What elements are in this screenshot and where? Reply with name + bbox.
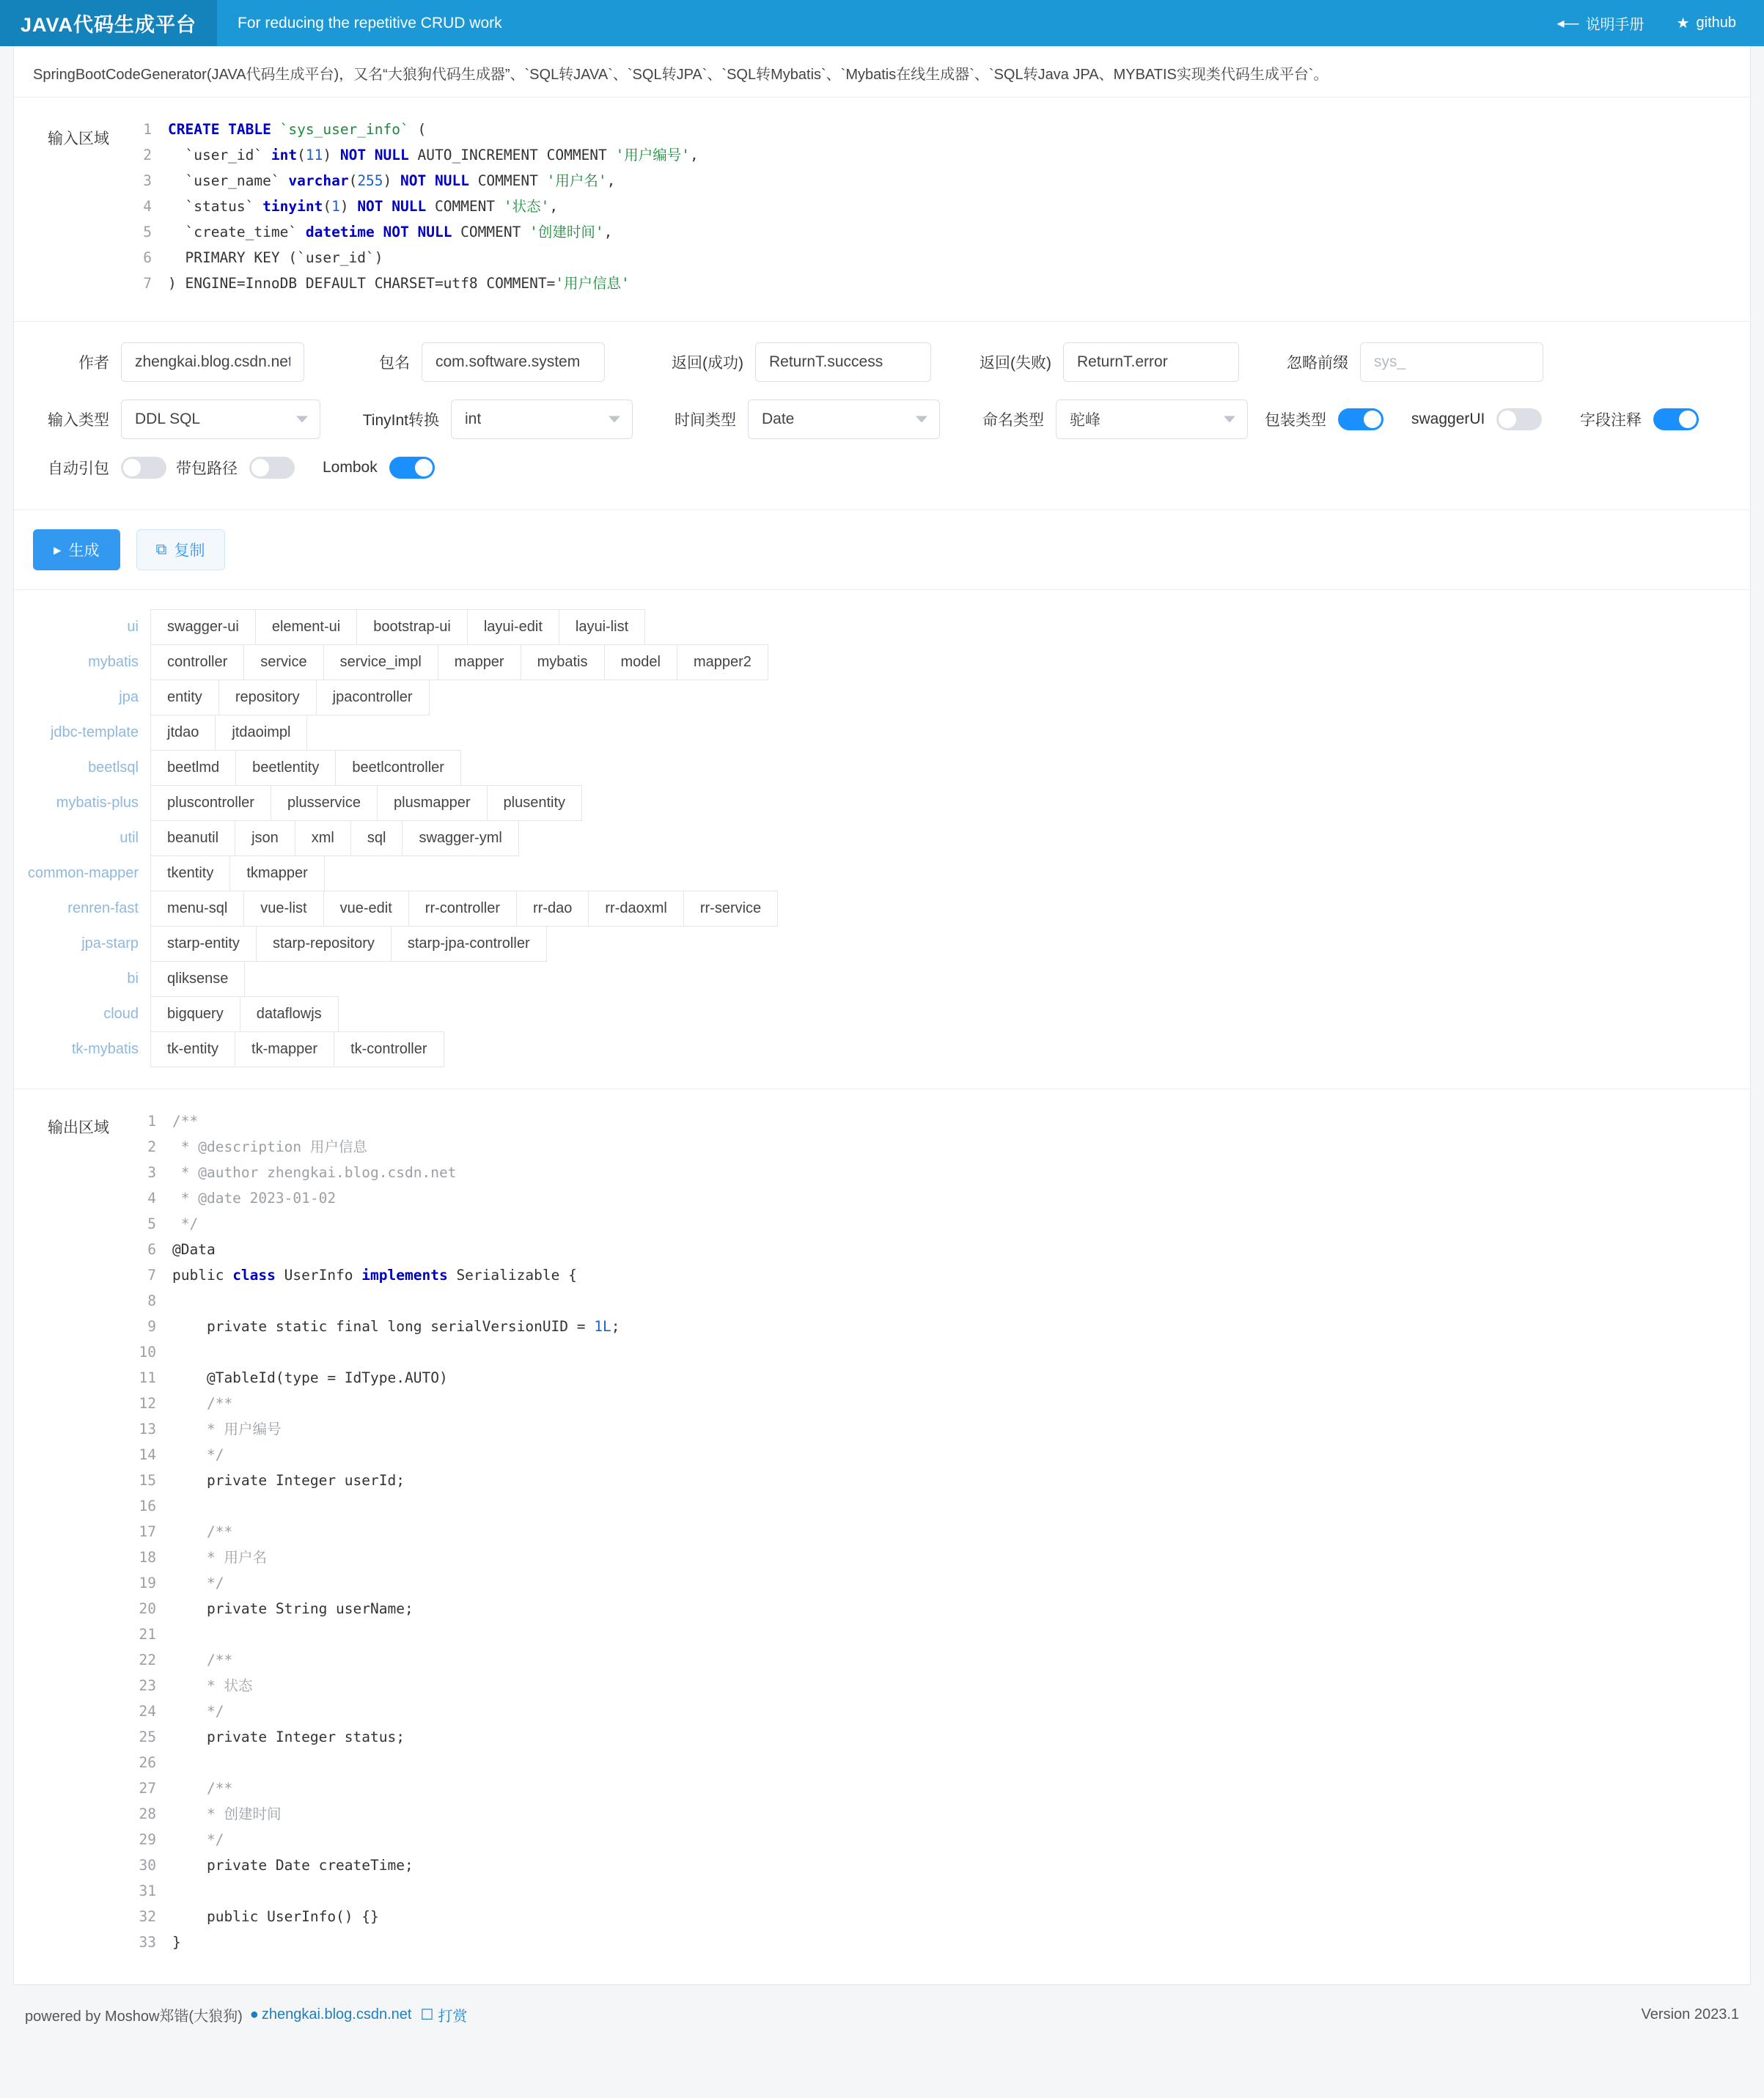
tag-button-qliksense[interactable]: qliksense <box>150 961 245 997</box>
line-number: 13 <box>139 1421 156 1438</box>
generate-button[interactable] <box>33 529 120 570</box>
time-type-field-group <box>649 400 957 439</box>
swagger-ui-toggle[interactable] <box>1496 408 1542 430</box>
code-line-text: */ <box>172 1703 224 1720</box>
code-line <box>122 1237 1750 1262</box>
line-number: 18 <box>139 1549 156 1566</box>
tag-button-jtdao[interactable]: jtdao <box>150 715 216 751</box>
field-comment-toggle[interactable] <box>1653 408 1699 430</box>
copy-button-label: 复制 <box>174 542 205 559</box>
line-number: 2 <box>143 147 152 163</box>
tag-button-vue-edit[interactable]: vue-edit <box>323 891 409 927</box>
naming-type-value: 驼峰 <box>1070 412 1100 429</box>
chevron-down-icon <box>916 416 927 423</box>
star-icon: ★ <box>1676 15 1690 32</box>
field-comment-label: 字段注释 <box>1580 412 1642 429</box>
tag-button-controller[interactable]: controller <box>150 644 244 680</box>
code-line <box>122 1493 1750 1519</box>
code-line <box>122 1724 1750 1750</box>
line-number: 8 <box>147 1292 156 1309</box>
code-line-text: PRIMARY KEY (`user_id`) <box>168 249 383 266</box>
tag-group-name: tk-mybatis <box>71 1041 139 1057</box>
line-number: 12 <box>139 1395 156 1412</box>
tag-button-sql[interactable]: sql <box>350 820 403 856</box>
tag-button-repository[interactable]: repository <box>218 680 317 715</box>
code-line <box>122 1852 1750 1878</box>
tag-group <box>33 996 1731 1032</box>
code-line <box>122 1134 1750 1160</box>
with-package-path-label: 带包路径 <box>176 460 238 477</box>
time-type-label: 时间类型 <box>675 412 736 429</box>
code-line <box>122 1468 1750 1493</box>
github-link-label: github <box>1696 15 1736 31</box>
code-line <box>122 142 1750 168</box>
tag-group-name: util <box>120 830 139 846</box>
tag-group <box>33 1031 1731 1067</box>
tag-button-bigquery[interactable]: bigquery <box>150 996 240 1032</box>
code-line <box>122 194 1750 219</box>
code-line-text: @TableId(type = IdType.AUTO) <box>172 1369 448 1386</box>
line-number: 7 <box>147 1267 156 1284</box>
copy-button[interactable] <box>136 529 225 570</box>
tag-button-mapper2[interactable]: mapper2 <box>677 644 768 680</box>
tag-button-dataflowjs[interactable]: dataflowjs <box>240 996 339 1032</box>
tag-group <box>33 750 1731 786</box>
tag-group <box>33 715 1731 751</box>
gift-icon: ☐ <box>420 2007 434 2023</box>
code-line <box>122 1827 1750 1852</box>
share-icon: ◂— <box>1557 15 1579 32</box>
code-line <box>122 1416 1750 1442</box>
code-line <box>122 117 1750 142</box>
tag-button-tkmapper[interactable]: tkmapper <box>229 855 324 891</box>
tinyint-field-group <box>341 400 649 439</box>
line-number: 17 <box>139 1523 156 1540</box>
line-number: 30 <box>139 1857 156 1874</box>
line-number: 1 <box>143 121 152 138</box>
tag-group <box>33 961 1731 997</box>
return-success-input[interactable] <box>755 342 931 382</box>
generate-button-label: 生成 <box>68 542 100 559</box>
code-line-text: public class UserInfo implements Serializable { <box>172 1267 577 1284</box>
code-line-text: public UserInfo() {} <box>172 1908 379 1925</box>
auto-import-label: 自动引包 <box>48 460 109 477</box>
author-input[interactable] <box>121 342 304 382</box>
input-type-select[interactable] <box>121 400 320 439</box>
code-line-text: @Data <box>172 1241 216 1258</box>
line-number: 3 <box>143 172 152 189</box>
ignore-prefix-field-group <box>1265 342 1543 382</box>
line-number: 21 <box>139 1626 156 1643</box>
code-line-text: * 用户编号 <box>172 1421 282 1438</box>
ignore-prefix-input[interactable] <box>1360 342 1543 382</box>
chevron-down-icon <box>1224 416 1235 423</box>
tag-button-plusservice[interactable]: plusservice <box>271 785 378 821</box>
code-line-text: private static final long serialVersionUID = 1L; <box>172 1318 620 1335</box>
code-line <box>122 1929 1750 1955</box>
tag-group-name: beetlsql <box>88 759 139 776</box>
tag-button-pluscontroller[interactable]: pluscontroller <box>150 785 271 821</box>
code-line <box>122 1108 1750 1134</box>
code-line-text: /** <box>172 1113 199 1130</box>
code-line <box>122 1442 1750 1468</box>
code-line <box>122 1775 1750 1801</box>
tag-group <box>33 680 1731 715</box>
code-line <box>122 219 1750 245</box>
code-line <box>122 1339 1750 1365</box>
toggle-knob <box>1499 411 1516 428</box>
code-line-text: */ <box>172 1446 224 1463</box>
code-line <box>122 1160 1750 1185</box>
tag-button-starp-repository[interactable]: starp-repository <box>256 926 392 962</box>
code-line <box>122 1750 1750 1775</box>
code-line-text: private Integer status; <box>172 1729 405 1745</box>
code-line <box>122 1211 1750 1237</box>
package-label: 包名 <box>379 355 410 372</box>
input-area-label: 输入区域 <box>48 130 109 147</box>
code-line-text: /** <box>172 1395 233 1412</box>
code-line-text: * 状态 <box>172 1677 253 1694</box>
code-line-text: } <box>172 1934 181 1951</box>
footer-donate-link[interactable]: 打赏 <box>438 2009 468 2025</box>
code-line <box>122 1545 1750 1570</box>
tag-group <box>33 891 1731 927</box>
ignore-prefix-label: 忽略前缀 <box>1287 355 1348 372</box>
app-brand-title: JAVA代码生成平台 <box>0 0 217 46</box>
code-line <box>122 1262 1750 1288</box>
swagger-ui-label: swaggerUI <box>1411 411 1485 427</box>
tag-button-swagger-ui[interactable]: swagger-ui <box>150 609 256 645</box>
tag-group <box>33 785 1731 821</box>
time-type-select[interactable] <box>748 400 940 439</box>
code-line-text: */ <box>172 1575 224 1591</box>
tag-button-rr-controller[interactable]: rr-controller <box>408 891 517 927</box>
tag-group-name: bi <box>127 971 139 987</box>
tag-button-mybatis[interactable]: mybatis <box>521 644 605 680</box>
author-label: 作者 <box>78 355 109 372</box>
tag-group <box>27 855 1731 891</box>
code-line <box>122 1314 1750 1339</box>
line-number: 9 <box>147 1318 156 1335</box>
auto-import-toggle[interactable] <box>121 457 166 479</box>
line-number: 24 <box>139 1703 156 1720</box>
line-number: 20 <box>139 1600 156 1617</box>
naming-type-field-group <box>957 400 1265 439</box>
sql-input-editor[interactable] <box>122 117 1750 296</box>
code-line-text: /** <box>172 1652 233 1668</box>
manual-link-label: 说明手册 <box>1585 17 1644 33</box>
line-number: 16 <box>139 1498 156 1514</box>
tag-button-jpacontroller[interactable]: jpacontroller <box>316 680 430 715</box>
toggle-knob <box>123 459 141 476</box>
naming-type-select[interactable] <box>1056 400 1248 439</box>
topbar-links <box>1557 12 1764 34</box>
tag-group-name: jdbc-template <box>50 724 139 740</box>
tag-button-tk-controller[interactable]: tk-controller <box>334 1031 444 1067</box>
input-type-field-group <box>33 400 341 439</box>
tag-button-json[interactable]: json <box>235 820 295 856</box>
tag-button-mapper[interactable]: mapper <box>438 644 521 680</box>
code-line-text: ) ENGINE=InnoDB DEFAULT CHARSET=utf8 COMMENT='用户信息' <box>168 275 630 292</box>
code-line <box>122 1185 1750 1211</box>
toggle-knob <box>1679 411 1697 428</box>
line-number: 4 <box>147 1190 156 1207</box>
tag-group <box>33 609 1731 645</box>
line-number: 32 <box>139 1908 156 1925</box>
code-line <box>122 1288 1750 1314</box>
line-number: 31 <box>139 1882 156 1899</box>
tag-button-bootstrap-ui[interactable]: bootstrap-ui <box>356 609 468 645</box>
code-line <box>122 168 1750 194</box>
line-number: 33 <box>139 1934 156 1951</box>
wrapper-type-label: 包装类型 <box>1265 412 1326 429</box>
code-line-text: /** <box>172 1780 233 1797</box>
code-line <box>122 1647 1750 1673</box>
code-line-text: `status` tinyint(1) NOT NULL COMMENT '状态', <box>168 198 559 215</box>
wrapper-type-group <box>1265 408 1411 430</box>
form-row-3 <box>33 457 1731 479</box>
output-area-label: 输出区域 <box>48 1119 109 1136</box>
toggle-knob <box>251 459 269 476</box>
tag-button-entity[interactable]: entity <box>150 680 219 715</box>
line-number: 11 <box>139 1369 156 1386</box>
tag-button-beetlcontroller[interactable]: beetlcontroller <box>335 750 461 786</box>
code-line-text: `user_id` int(11) NOT NULL AUTO_INCREMENT COMMENT '用户编号', <box>168 147 699 163</box>
tag-group-name: common-mapper <box>27 865 139 881</box>
chevron-down-icon <box>609 416 620 423</box>
code-line-text: CREATE TABLE `sys_user_info` ( <box>168 121 427 138</box>
tag-button-jtdaoimpl[interactable]: jtdaoimpl <box>215 715 307 751</box>
options-form <box>14 322 1750 510</box>
tag-button-rr-service[interactable]: rr-service <box>683 891 778 927</box>
play-icon: ▸ <box>54 541 62 559</box>
code-line <box>122 245 1750 270</box>
tag-group <box>33 820 1731 856</box>
tinyint-label: TinyInt转换 <box>362 412 439 429</box>
code-line-text: * @date 2023-01-02 <box>172 1190 337 1207</box>
lombok-label: Lombok <box>323 459 378 476</box>
code-line <box>122 1673 1750 1698</box>
top-navigation-bar <box>0 0 1764 46</box>
line-number: 26 <box>139 1754 156 1771</box>
tag-button-starp-jpa-controller[interactable]: starp-jpa-controller <box>391 926 547 962</box>
line-number: 3 <box>147 1164 156 1181</box>
copy-icon: ⧉ <box>155 541 167 558</box>
manual-link[interactable] <box>1557 12 1644 34</box>
line-number: 1 <box>147 1113 156 1130</box>
tag-group <box>33 644 1731 680</box>
footer-powered-text: powered by Moshow郑锴(大狼狗) <box>25 2009 243 2025</box>
tag-group-name: mybatis-plus <box>56 795 139 811</box>
package-field-group <box>341 342 649 382</box>
footer-version: Version 2023.1 <box>1641 2006 1739 2022</box>
main-card <box>13 46 1751 1985</box>
tag-button-tk-mapper[interactable]: tk-mapper <box>235 1031 334 1067</box>
tag-button-starp-entity[interactable]: starp-entity <box>150 926 257 962</box>
code-line-text: * @description 用户信息 <box>172 1138 367 1155</box>
form-row-1 <box>33 342 1731 382</box>
code-line <box>122 1570 1750 1596</box>
github-link[interactable] <box>1677 14 1736 32</box>
location-pin-icon: ● <box>249 2006 259 2022</box>
line-number: 29 <box>139 1831 156 1848</box>
tag-group-name: cloud <box>103 1006 139 1022</box>
code-line <box>122 270 1750 296</box>
return-fail-label: 返回(失败) <box>980 355 1051 372</box>
tag-group-name: jpa-starp <box>81 935 139 952</box>
tag-button-beetlmd[interactable]: beetlmd <box>150 750 236 786</box>
chevron-down-icon <box>296 416 308 423</box>
author-field-group <box>33 342 341 382</box>
toggle-knob <box>1364 411 1381 428</box>
tinyint-value: int <box>465 411 482 427</box>
line-number: 4 <box>143 198 152 215</box>
line-number: 2 <box>147 1138 156 1155</box>
tag-button-plusmapper[interactable]: plusmapper <box>377 785 488 821</box>
tag-button-xml[interactable]: xml <box>295 820 351 856</box>
tag-button-layui-list[interactable]: layui-list <box>559 609 645 645</box>
input-section <box>14 97 1750 322</box>
code-line <box>122 1904 1750 1929</box>
tag-group-name: ui <box>127 619 139 635</box>
package-input[interactable] <box>422 342 605 382</box>
input-type-label: 输入类型 <box>48 412 109 429</box>
tag-group-name: mybatis <box>88 654 139 670</box>
return-success-label: 返回(成功) <box>672 355 743 372</box>
lombok-group <box>323 457 435 479</box>
code-line-text: private Date createTime; <box>172 1857 414 1874</box>
code-line <box>122 1365 1750 1391</box>
return-fail-input[interactable] <box>1063 342 1239 382</box>
tinyint-select[interactable] <box>451 400 633 439</box>
line-number: 28 <box>139 1806 156 1822</box>
tag-button-beanutil[interactable]: beanutil <box>150 820 235 856</box>
tag-button-rr-daoxml[interactable]: rr-daoxml <box>588 891 683 927</box>
return-fail-field-group <box>957 342 1265 382</box>
line-number: 6 <box>143 249 152 266</box>
tag-group <box>33 926 1731 962</box>
line-number: 27 <box>139 1780 156 1797</box>
tag-button-service_impl[interactable]: service_impl <box>323 644 438 680</box>
tag-button-layui-edit[interactable]: layui-edit <box>467 609 559 645</box>
output-section <box>14 1089 1750 1984</box>
return-success-field-group <box>649 342 957 382</box>
line-number: 5 <box>143 224 152 240</box>
page-description: SpringBootCodeGenerator(JAVA代码生成平台)，又名“大狼狗代码生成器”、`SQL转JAVA`、`SQL转JPA`、`SQL转Mybatis`、`Mybatis在线生成器`、`SQL转Java JPA、MYBATIS实现类代码生成平台`。 <box>14 46 1750 97</box>
tag-button-beetlentity[interactable]: beetlentity <box>235 750 336 786</box>
tag-group-name: jpa <box>119 689 139 705</box>
line-number: 10 <box>139 1344 156 1361</box>
page-footer <box>0 1985 1764 2044</box>
wrapper-type-toggle[interactable] <box>1338 408 1383 430</box>
code-line-text: private String userName; <box>172 1600 414 1617</box>
code-line-text: * 创建时间 <box>172 1806 282 1822</box>
tag-button-rr-dao[interactable]: rr-dao <box>516 891 589 927</box>
code-line-text: * @author zhengkai.blog.csdn.net <box>172 1164 457 1181</box>
app-subtitle: For reducing the repetitive CRUD work <box>238 14 502 32</box>
time-type-value: Date <box>762 411 795 427</box>
form-row-2 <box>33 400 1731 439</box>
tag-button-vue-list[interactable]: vue-list <box>243 891 323 927</box>
line-number: 15 <box>139 1472 156 1489</box>
tag-group-name: renren-fast <box>67 900 139 916</box>
action-button-row <box>14 510 1750 590</box>
input-type-value: DDL SQL <box>135 411 201 427</box>
tag-button-swagger-yml[interactable]: swagger-yml <box>402 820 518 856</box>
code-output-editor[interactable] <box>122 1108 1750 1955</box>
code-line-text: private Integer userId; <box>172 1472 405 1489</box>
line-number: 19 <box>139 1575 156 1591</box>
tag-button-plusentity[interactable]: plusentity <box>487 785 583 821</box>
line-number: 23 <box>139 1677 156 1694</box>
line-number: 6 <box>147 1241 156 1258</box>
tag-button-model[interactable]: model <box>604 644 677 680</box>
with-package-path-group <box>176 457 323 479</box>
code-line-text: */ <box>172 1831 224 1848</box>
toggle-knob <box>415 459 433 476</box>
code-line-text: /** <box>172 1523 233 1540</box>
naming-type-label: 命名类型 <box>982 412 1044 429</box>
tag-button-tkentity[interactable]: tkentity <box>150 855 230 891</box>
code-line <box>122 1878 1750 1904</box>
tag-button-menu-sql[interactable]: menu-sql <box>150 891 244 927</box>
code-line <box>122 1622 1750 1647</box>
lombok-toggle[interactable] <box>389 457 435 479</box>
code-line-text: */ <box>172 1215 199 1232</box>
code-line <box>122 1519 1750 1545</box>
code-line <box>122 1801 1750 1827</box>
code-line-text: `create_time` datetime NOT NULL COMMENT '创建时间', <box>168 224 613 240</box>
code-line-text: * 用户名 <box>172 1549 267 1566</box>
code-line <box>122 1391 1750 1416</box>
line-number: 14 <box>139 1446 156 1463</box>
swagger-ui-group <box>1411 408 1580 430</box>
footer-blog-link[interactable]: zhengkai.blog.csdn.net <box>261 2006 412 2022</box>
line-number: 5 <box>147 1215 156 1232</box>
code-line <box>122 1698 1750 1724</box>
template-tag-groups <box>14 590 1750 1089</box>
tag-button-element-ui[interactable]: element-ui <box>255 609 357 645</box>
auto-import-group <box>33 457 176 479</box>
code-line-text: `user_name` varchar(255) NOT NULL COMMENT '用户名', <box>168 172 616 189</box>
line-number: 22 <box>139 1652 156 1668</box>
with-package-path-toggle[interactable] <box>249 457 295 479</box>
code-line <box>122 1596 1750 1622</box>
line-number: 7 <box>143 275 152 292</box>
field-comment-group <box>1580 408 1699 430</box>
line-number: 25 <box>139 1729 156 1745</box>
tag-button-service[interactable]: service <box>243 644 323 680</box>
tag-button-tk-entity[interactable]: tk-entity <box>150 1031 235 1067</box>
